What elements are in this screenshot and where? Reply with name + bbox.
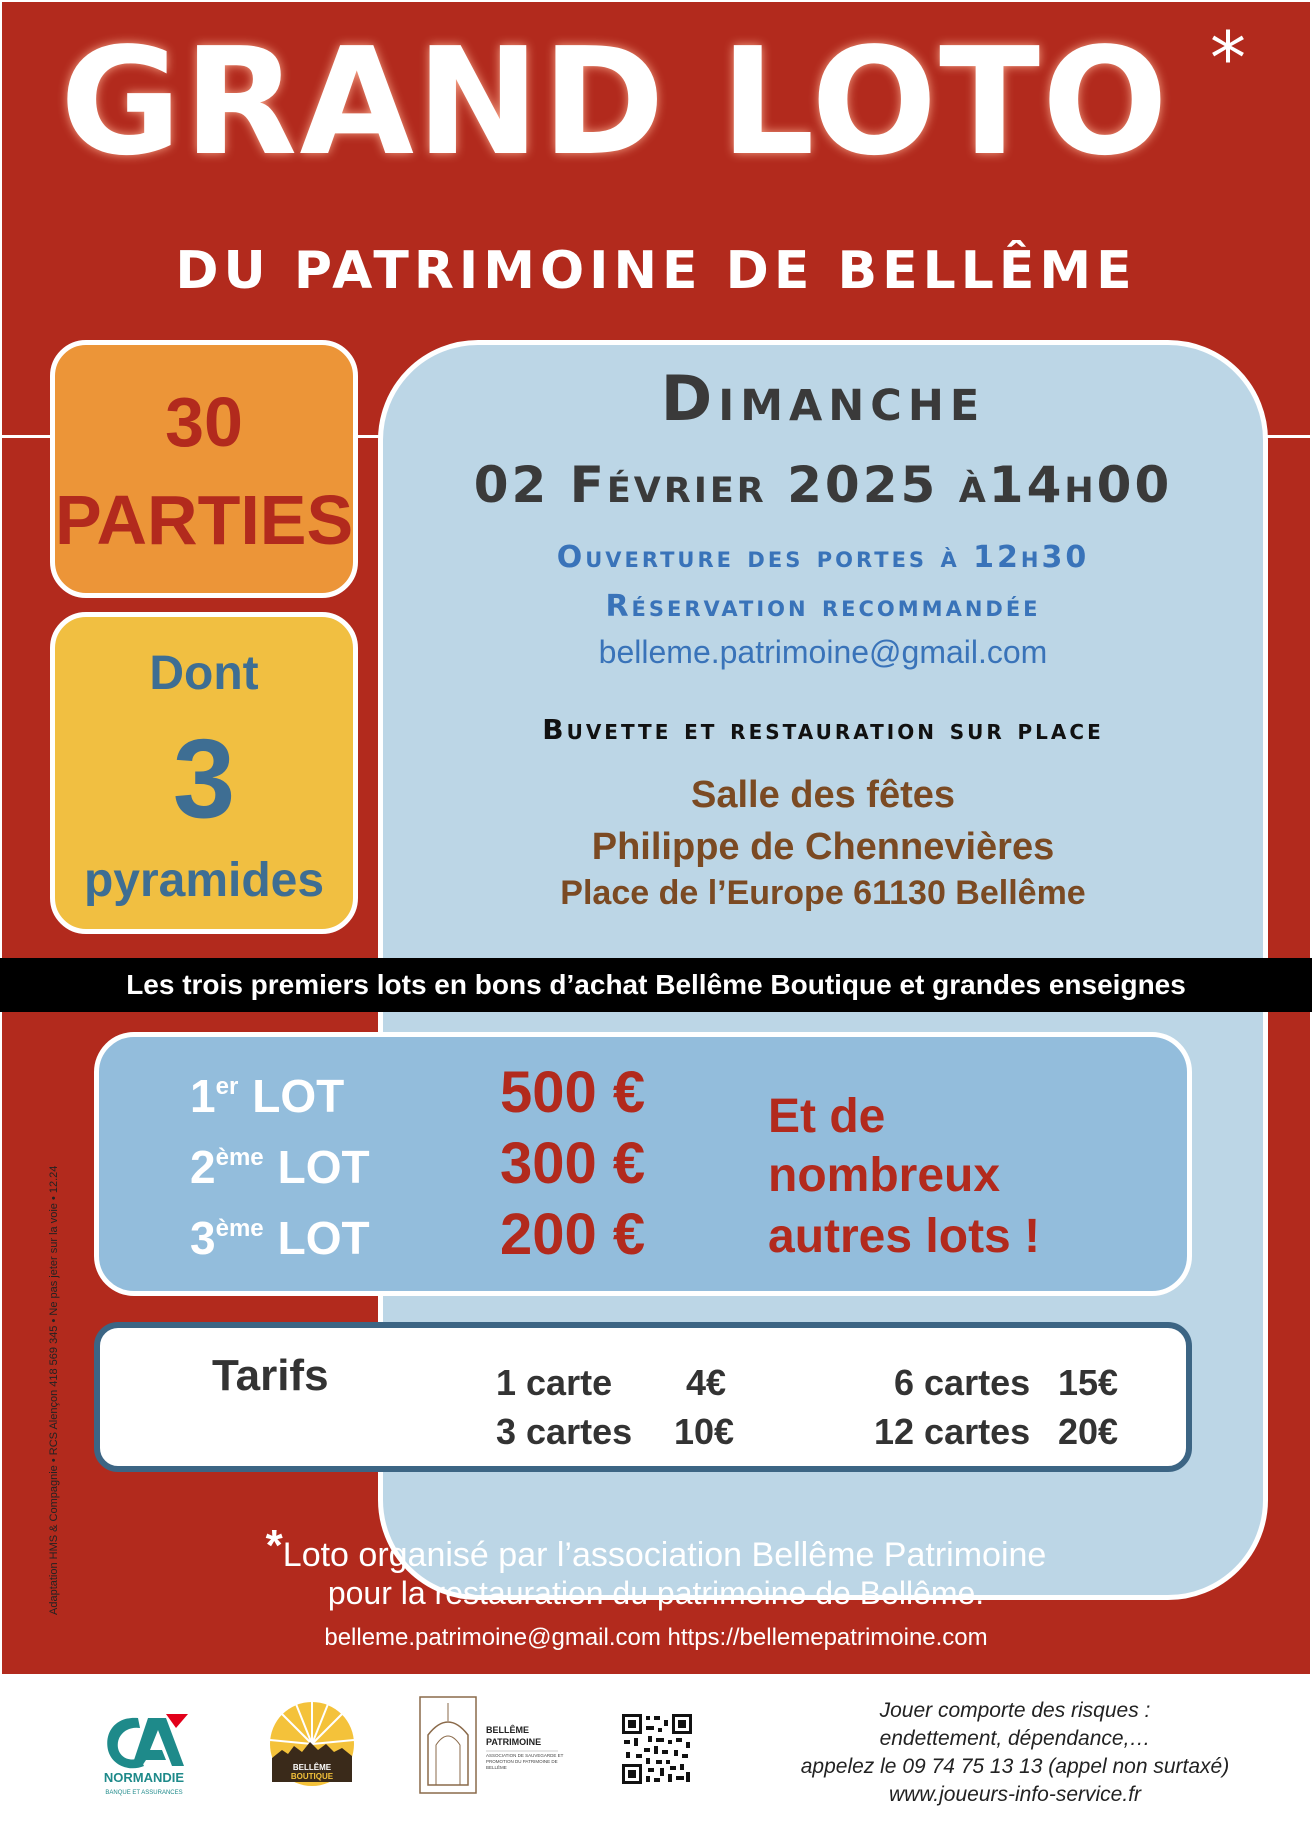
patrimoine-line1: BELLÊME <box>486 1725 530 1735</box>
tarif-price: 10€ <box>674 1411 735 1452</box>
tarif-qty: 1 carte <box>496 1362 613 1403</box>
tarif-price: 20€ <box>1058 1411 1119 1452</box>
boutique-line2: BOUTIQUE <box>290 1772 334 1781</box>
organizer-line-1: *Loto organisé par l’association Bellême Patrimoine <box>265 1521 1047 1574</box>
church-door-icon <box>418 1695 568 1795</box>
lot-2-amount: 300 € <box>500 1131 646 1196</box>
parties-label: PARTIES <box>55 481 354 559</box>
footer-asterisk: * <box>265 1521 283 1570</box>
sun-icon <box>268 1700 356 1788</box>
organizer-line-2: pour la restauration du patrimoine de Bellême. <box>327 1575 985 1611</box>
contact-links[interactable]: belleme.patrimoine@gmail.com https://bellemepatrimoine.com <box>324 1624 988 1651</box>
tarif-qty: 12 cartes <box>874 1411 1031 1452</box>
contact-email[interactable]: belleme.patrimoine@gmail.com <box>598 634 1048 670</box>
pyramides-label: pyramides <box>83 854 325 907</box>
gambling-warning-line-1: Jouer comporte des risques : <box>879 1699 1151 1722</box>
tarif-price: 4€ <box>686 1362 727 1403</box>
credit-agricole-logo <box>96 1710 192 1800</box>
patrimoine-line2: PATRIMOINE <box>486 1737 542 1747</box>
lot-3-label: 3ème LOT <box>190 1212 370 1264</box>
tarifs-title: Tarifs <box>212 1351 329 1400</box>
title-asterisk: * <box>1210 16 1246 100</box>
parties-box <box>50 340 358 598</box>
gambling-warning-line-2: endettement, dépendance,… <box>879 1727 1151 1750</box>
prizes-banner: Les trois premiers lots en bons d’achat Bellême Boutique et grandes enseignes <box>0 958 1312 1012</box>
page-title: GRAND LOTO <box>60 16 1170 188</box>
lots-extra-line-2: nombreux <box>768 1149 1001 1202</box>
gambling-warning-link[interactable]: www.joueurs-info-service.fr <box>888 1783 1142 1806</box>
boutique-line1: BELLÊME <box>292 1763 332 1772</box>
lots-extra-line-3: autres lots ! <box>768 1210 1041 1263</box>
pyramides-prefix: Dont <box>149 647 259 700</box>
lot-1-label: 1er LOT <box>190 1070 345 1122</box>
buvette-note: Buvette et restauration sur place <box>542 713 1104 746</box>
pyramides-count: 3 <box>172 716 236 841</box>
tarif-price: 15€ <box>1058 1362 1119 1403</box>
pyramides-box <box>50 612 358 934</box>
venue-address: Place de l’Europe 61130 Bellême <box>560 874 1086 912</box>
print-credit: Adaptation HMS & Compagnie • RCS Alençon 418 569 345 • Ne pas jeter sur la voie • 12.24 <box>48 1165 60 1615</box>
lot-1-amount: 500 € <box>500 1060 646 1125</box>
qr-code-graphic <box>620 1712 694 1786</box>
patrimoine-caption: ASSOCIATION DE SAUVEGARDE ET PROMOTION DU PATRIMOINE DE BELLÊME <box>486 1753 564 1770</box>
venue-name: Salle des fêtes <box>690 774 956 816</box>
tarif-qty: 3 cartes <box>496 1411 633 1452</box>
belleme-patrimoine-logo <box>418 1695 568 1795</box>
event-day: Dimanche <box>660 362 986 435</box>
credit-agricole-icon <box>96 1710 192 1800</box>
event-date: 02 Février 2025 à14h00 <box>473 456 1173 514</box>
reservation-note: Réservation recommandée <box>605 589 1041 624</box>
lots-extra-line-1: Et de <box>768 1090 886 1143</box>
ca-subtext: BANQUE ET ASSURANCES <box>105 1790 183 1796</box>
belleme-boutique-logo <box>268 1700 356 1788</box>
doors-opening: Ouverture des portes à 12h30 <box>556 540 1090 575</box>
qr-code-icon[interactable] <box>620 1712 694 1786</box>
venue-name-2: Philippe de Chennevières <box>591 826 1055 868</box>
lot-3-amount: 200 € <box>500 1202 646 1267</box>
lot-2-label: 2ème LOT <box>190 1141 370 1193</box>
page-subtitle: DU PATRIMOINE DE BELLÊME <box>175 241 1137 301</box>
gambling-warning-line-3: appelez le 09 74 75 13 13 (appel non surtaxé) <box>800 1755 1230 1778</box>
parties-count: 30 <box>165 383 243 461</box>
tarif-qty: 6 cartes <box>894 1362 1031 1403</box>
ca-text: NORMANDIE <box>103 1770 185 1785</box>
